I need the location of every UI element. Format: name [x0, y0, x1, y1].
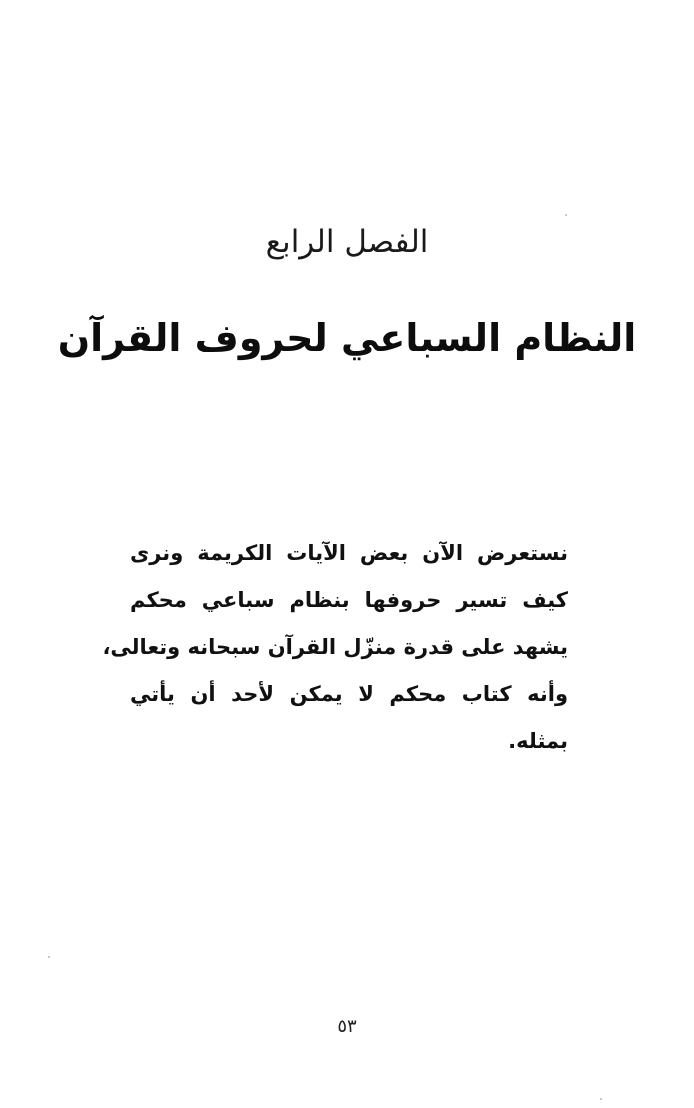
scan-speck [565, 214, 567, 216]
scan-speck [48, 956, 50, 958]
body-line: كيف تسير حروفها بنظام سباعي محكم [130, 588, 568, 612]
page-number: ٥٣ [337, 1016, 357, 1037]
body-line: يشهد على قدرة منزّل القرآن سبحانه وتعالى، [102, 635, 568, 659]
body-paragraph [102, 530, 568, 765]
body-line: نستعرض الآن بعض الآيات الكريمة ونرى [130, 541, 568, 565]
scan-speck [600, 1098, 602, 1100]
body-line: بمثله. [508, 729, 568, 753]
body-line: وأنه كتاب محكم لا يمكن لأحد أن يأتي [130, 682, 568, 706]
chapter-label: الفصل الرابع [265, 224, 429, 260]
chapter-title: النظام السباعي لحروف القرآن [57, 316, 637, 360]
